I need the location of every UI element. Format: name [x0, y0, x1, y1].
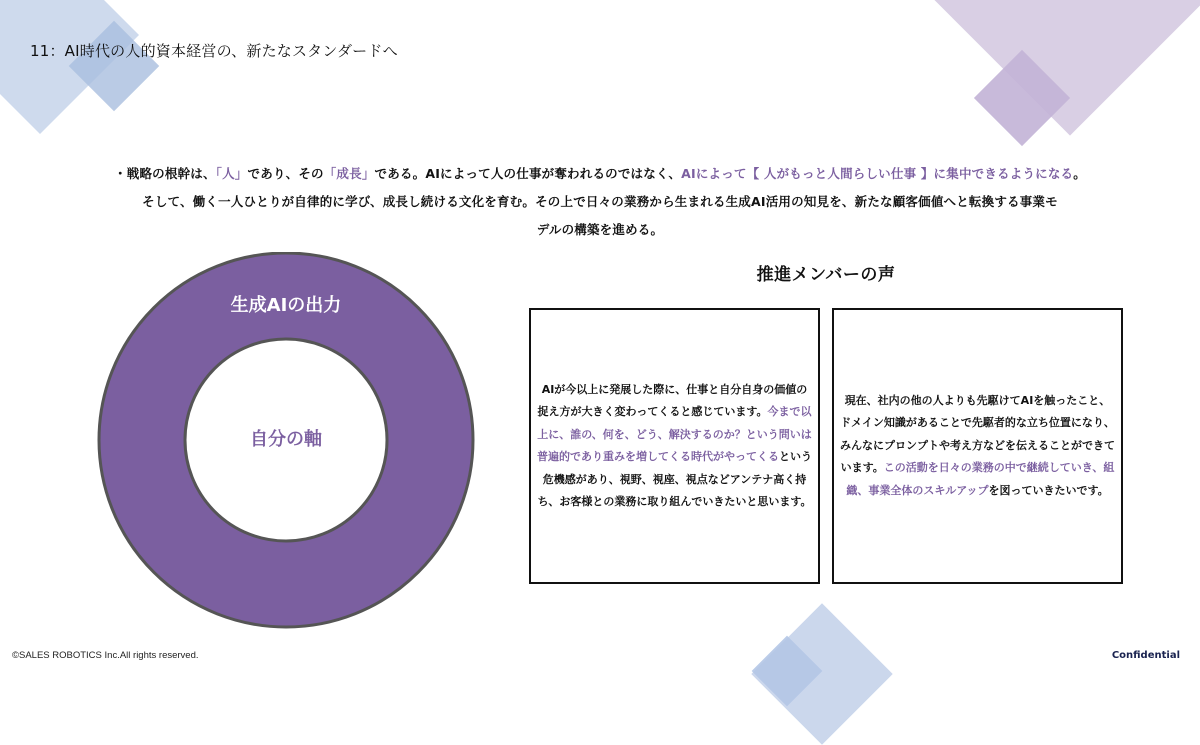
voice-highlight: 今まで以上に、誰の、何を、どう、解決するのか？という問いは普遍的であり重みを増してくる時代がやってくる [537, 405, 812, 463]
strategy-text: 。 [1073, 166, 1086, 181]
inner-circle-label: 自分の軸 [250, 429, 322, 450]
decor-diamond-purple-large [914, 0, 1200, 136]
voice-card-2 [832, 308, 1123, 584]
confidential-label: Confidential [1111, 650, 1180, 661]
slide-title: 11：AI時代の人的資本経営の、新たなスタンダードへ [30, 42, 398, 60]
voice-text: AIが今以上に発展した際に、仕事と自分自身の価値の捉え方が大きく変わってくると感じています。 [537, 382, 808, 418]
voices-heading: 推進メンバーの声 [756, 265, 896, 285]
voice-text: を図っていきたいです。 [988, 483, 1109, 497]
highlight-growth: 「成長」 [323, 166, 375, 181]
strategy-text: ・戦略の根幹は、 [114, 166, 216, 181]
voice-text: という危機感があり、視野、視座、視点などアンテナ高く持ち、お客様との業務に取り組んでいきたいと思います。 [537, 450, 812, 508]
strategy-statement [80, 160, 1120, 244]
voice-text: 現在、社内の他の人よりも先駆けてAIを触ったこと、ドメイン知識があることで先駆者的な立ち位置になり、みんなにプロンプトや考え方などを伝えることができています。 [840, 393, 1115, 475]
voice-card-2-text [840, 390, 1115, 503]
strategy-text: であり、その [247, 166, 324, 181]
copyright-notice: ©SALES ROBOTICS Inc.All rights reserved. [12, 650, 199, 661]
strategy-line-1 [80, 160, 1120, 188]
highlight-person: 「人」 [215, 166, 248, 181]
strategy-text: である。AIによって人の仕事が奪われるのではなく、 [374, 166, 682, 181]
strategy-line-2: そして、働く一人ひとりが自律的に学び、成長し続ける文化を育む。その上で日々の業務から生まれる生成AI活用の知見を、新たな顧客価値へと転換する事業モ [142, 194, 1058, 209]
highlight-human-work: AIによって【 人がもっと人間らしい仕事 】に集中できるようになる [681, 166, 1074, 181]
voice-card-1 [529, 308, 820, 584]
outer-ring-label: 生成AIの出力 [230, 295, 342, 316]
strategy-line-3: デルの構築を進める。 [536, 222, 664, 237]
voice-highlight: この活動を日々の業務の中で継続していき、組織、事業全体のスキルアップ [846, 461, 1115, 497]
voice-card-1-text [537, 379, 812, 514]
